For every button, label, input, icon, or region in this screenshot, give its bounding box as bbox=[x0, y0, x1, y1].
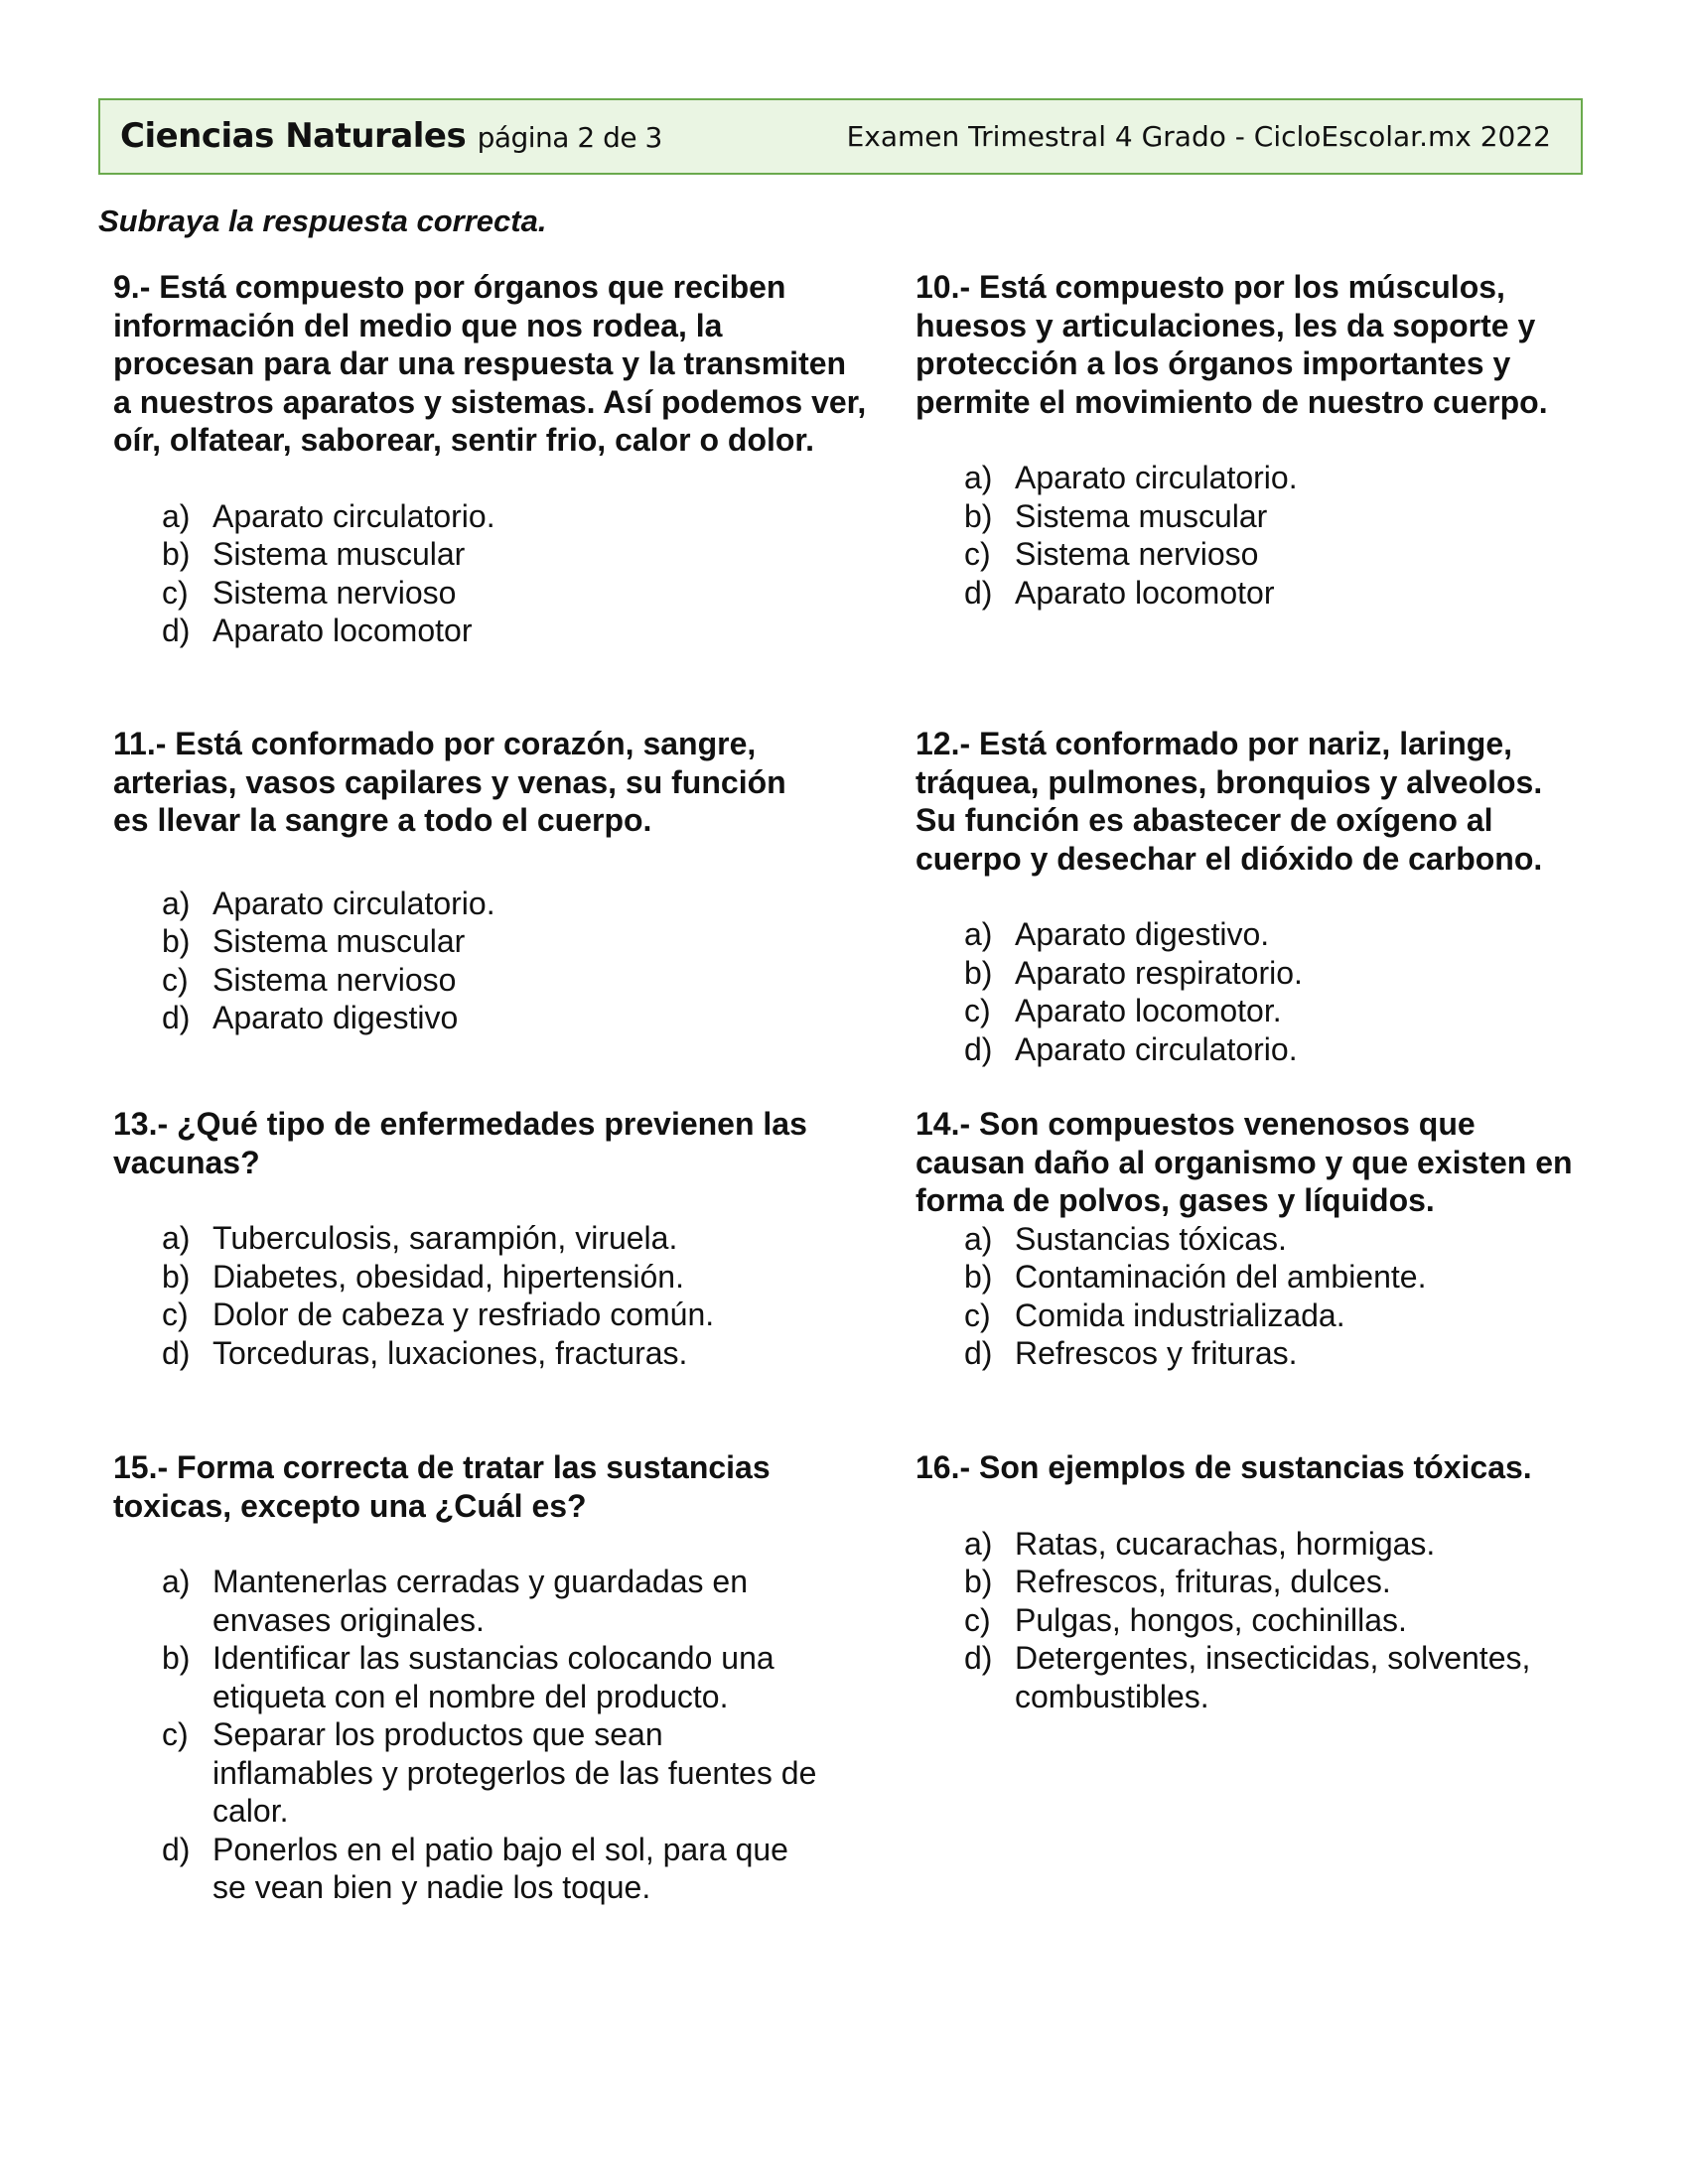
question-16 bbox=[915, 1448, 1591, 1715]
question-15 bbox=[113, 1448, 868, 1907]
option-d[interactable] bbox=[113, 999, 828, 1037]
option-text: Aparato circulatorio. bbox=[1015, 460, 1298, 495]
option-letter: b) bbox=[964, 1564, 993, 1599]
option-list bbox=[113, 1219, 868, 1372]
option-b[interactable] bbox=[915, 1258, 1591, 1297]
option-c[interactable] bbox=[915, 992, 1591, 1030]
option-d[interactable] bbox=[915, 1334, 1591, 1373]
question-text: 12.- Está conformado por nariz, laringe, tráquea, pulmones, bronquios y alveolos. Su función es abastecer de oxígeno al cuerpo y desechar el dióxido de carbono. bbox=[915, 726, 1543, 877]
option-text: Contaminación del ambiente. bbox=[1015, 1259, 1427, 1295]
option-letter: a) bbox=[964, 460, 993, 495]
option-b[interactable] bbox=[915, 954, 1591, 993]
question-text: 10.- Está compuesto por los músculos, huesos y articulaciones, les da soporte y protección a los órganos importantes y permite el movimiento de nuestro cuerpo. bbox=[915, 269, 1548, 420]
question-text: 16.- Son ejemplos de sustancias tóxicas. bbox=[915, 1449, 1532, 1485]
option-c[interactable] bbox=[113, 961, 828, 1000]
option-letter: d) bbox=[964, 1335, 993, 1371]
option-letter: d) bbox=[964, 1030, 993, 1067]
option-text: Torceduras, luxaciones, fracturas. bbox=[212, 1334, 688, 1371]
option-b[interactable] bbox=[113, 1258, 868, 1297]
option-text: Sistema nervioso bbox=[212, 961, 457, 998]
option-c[interactable] bbox=[113, 1296, 868, 1334]
option-text: Sistema muscular bbox=[212, 536, 466, 572]
option-letter: d) bbox=[964, 1640, 993, 1676]
option-letter: c) bbox=[162, 1716, 189, 1752]
option-text: Tuberculosis, sarampión, viruela. bbox=[212, 1220, 678, 1256]
option-text: Aparato locomotor bbox=[1015, 574, 1275, 611]
option-letter: b) bbox=[162, 1640, 191, 1676]
option-a[interactable] bbox=[915, 1220, 1591, 1259]
option-letter: c) bbox=[964, 993, 991, 1028]
option-letter: b) bbox=[162, 536, 191, 572]
option-b[interactable] bbox=[915, 1563, 1591, 1601]
option-letter: a) bbox=[162, 497, 191, 534]
option-letter: a) bbox=[964, 1220, 993, 1257]
option-b[interactable] bbox=[915, 497, 1591, 536]
option-text: Sistema nervioso bbox=[212, 574, 457, 611]
option-list bbox=[915, 915, 1591, 1068]
question-11 bbox=[113, 725, 828, 1037]
option-text: Ponerlos en el patio bajo el sol, para que se vean bien y nadie los toque. bbox=[212, 1831, 788, 1905]
option-text: Mantenerlas cerradas y guardadas en envases originales. bbox=[212, 1564, 748, 1638]
question-10 bbox=[915, 268, 1591, 612]
option-b[interactable] bbox=[113, 922, 828, 961]
option-letter: c) bbox=[964, 1297, 991, 1333]
question-text: 13.- ¿Qué tipo de enfermedades previenen las vacunas? bbox=[113, 1106, 807, 1180]
option-text: Comida industrializada. bbox=[1015, 1297, 1345, 1333]
option-text: Aparato circulatorio. bbox=[212, 885, 495, 921]
option-letter: b) bbox=[964, 1259, 993, 1295]
option-letter: a) bbox=[162, 1220, 191, 1256]
option-letter: c) bbox=[162, 961, 189, 998]
option-d[interactable] bbox=[113, 1831, 868, 1907]
option-c[interactable] bbox=[915, 1297, 1591, 1335]
instruction-text: Subraya la respuesta correcta. bbox=[98, 204, 547, 238]
option-letter: d) bbox=[162, 1334, 191, 1371]
option-a[interactable] bbox=[113, 885, 828, 923]
question-text: 11.- Está conformado por corazón, sangre, arterias, vasos capilares y venas, su función es llevar la sangre a todo el cuerpo. bbox=[113, 726, 786, 838]
option-letter: a) bbox=[162, 1564, 191, 1599]
option-text: Diabetes, obesidad, hipertensión. bbox=[212, 1258, 684, 1295]
question-14 bbox=[915, 1105, 1591, 1373]
question-text: 9.- Está compuesto por órganos que reciben información del medio que nos rodea, la procesan para dar una respuesta y la transmiten a nuestros aparatos y sistemas. Así podemos ver, oír, olfatear, saborear, sentir frio, calor o dolor. bbox=[113, 269, 867, 458]
option-d[interactable] bbox=[915, 1639, 1591, 1715]
option-letter: d) bbox=[964, 574, 993, 611]
option-list bbox=[915, 1525, 1591, 1716]
option-letter: a) bbox=[964, 916, 993, 952]
option-a[interactable] bbox=[915, 1525, 1591, 1564]
option-a[interactable] bbox=[113, 497, 868, 536]
option-c[interactable] bbox=[113, 1715, 868, 1831]
option-letter: c) bbox=[162, 1297, 189, 1332]
option-letter: a) bbox=[162, 885, 191, 921]
option-letter: c) bbox=[964, 1601, 991, 1638]
page-indicator: página 2 de 3 bbox=[477, 121, 662, 154]
option-b[interactable] bbox=[113, 1639, 868, 1715]
option-text: Separar los productos que sean inflamables y protegerlos de las fuentes de calor. bbox=[212, 1716, 817, 1829]
option-d[interactable] bbox=[113, 612, 868, 650]
option-a[interactable] bbox=[113, 1219, 868, 1258]
option-text: Sistema nervioso bbox=[1015, 536, 1259, 572]
option-a[interactable] bbox=[915, 915, 1591, 954]
option-list bbox=[113, 497, 868, 650]
option-a[interactable] bbox=[915, 459, 1591, 497]
option-text: Aparato circulatorio. bbox=[212, 497, 495, 534]
option-text: Aparato digestivo bbox=[212, 1000, 459, 1035]
exam-title: Examen Trimestral 4 Grado - CicloEscolar.mx 2022 bbox=[846, 120, 1551, 153]
option-letter: d) bbox=[162, 613, 191, 648]
option-c[interactable] bbox=[113, 574, 868, 613]
option-list bbox=[915, 459, 1591, 612]
question-text: 15.- Forma correcta de tratar las sustancias toxicas, excepto una ¿Cuál es? bbox=[113, 1449, 771, 1524]
option-letter: b) bbox=[162, 923, 191, 959]
question-text: 14.- Son compuestos venenosos que causan daño al organismo y que existen en forma de polvos, gases y líquidos. bbox=[915, 1106, 1573, 1218]
option-d[interactable] bbox=[113, 1334, 868, 1373]
question-12 bbox=[915, 725, 1591, 1068]
option-letter: d) bbox=[162, 1000, 191, 1035]
option-b[interactable] bbox=[113, 535, 868, 574]
option-letter: c) bbox=[964, 536, 991, 572]
option-list bbox=[113, 1563, 868, 1907]
option-text: Sustancias tóxicas. bbox=[1015, 1220, 1287, 1257]
subject-name: Ciencias Naturales bbox=[120, 116, 467, 156]
option-list bbox=[113, 885, 828, 1037]
option-text: Aparato locomotor. bbox=[1015, 993, 1282, 1028]
option-text: Dolor de cabeza y resfriado común. bbox=[212, 1297, 715, 1332]
option-text: Sistema muscular bbox=[1015, 497, 1268, 534]
option-text: Aparato locomotor bbox=[212, 613, 473, 648]
option-text: Pulgas, hongos, cochinillas. bbox=[1015, 1601, 1407, 1638]
option-text: Refrescos, frituras, dulces. bbox=[1015, 1564, 1391, 1599]
option-letter: b) bbox=[964, 954, 993, 991]
option-list bbox=[915, 1220, 1591, 1373]
question-9 bbox=[113, 268, 868, 650]
option-a[interactable] bbox=[113, 1563, 868, 1639]
option-text: Aparato circulatorio. bbox=[1015, 1030, 1298, 1067]
option-d[interactable] bbox=[915, 1030, 1591, 1069]
option-text: Refrescos y frituras. bbox=[1015, 1335, 1298, 1371]
option-letter: b) bbox=[964, 497, 993, 534]
option-letter: b) bbox=[162, 1258, 191, 1295]
option-letter: d) bbox=[162, 1831, 191, 1867]
option-text: Aparato digestivo. bbox=[1015, 916, 1270, 952]
option-text: Aparato respiratorio. bbox=[1015, 954, 1303, 991]
question-13 bbox=[113, 1105, 868, 1372]
option-c[interactable] bbox=[915, 535, 1591, 574]
subject-title bbox=[120, 116, 662, 156]
option-text: Identificar las sustancias colocando una etiqueta con el nombre del producto. bbox=[212, 1640, 774, 1714]
option-letter: a) bbox=[964, 1525, 993, 1562]
page-header bbox=[98, 98, 1583, 175]
option-text: Detergentes, insecticidas, solventes, combustibles. bbox=[1015, 1640, 1531, 1714]
option-letter: c) bbox=[162, 574, 189, 611]
option-text: Ratas, cucarachas, hormigas. bbox=[1015, 1525, 1436, 1562]
option-c[interactable] bbox=[915, 1601, 1591, 1640]
option-text: Sistema muscular bbox=[212, 923, 466, 959]
option-d[interactable] bbox=[915, 574, 1591, 613]
